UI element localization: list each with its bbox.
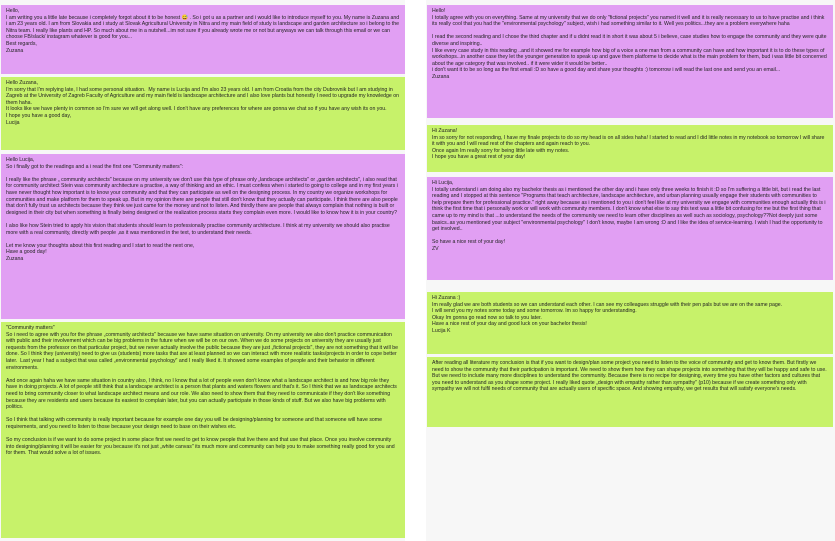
note-zuzana-intro: Hello, I am writing you a little late because i completely forgot about it to be honest 😅 . So i got u as a partner and i would like to introduce myself to you. My name is Zuzana and i am 23 years old. I am from Slovakia and i study at Slovak Agricultural University in Nitra and my main field of study is landscape and garden architecture so i belong to the Nitra team. I really like plants and HP. So much about me in a nutshell...im not sure if you already wrote me or not but anyways we can talk through this email or we can choose FB/slack/ instagram whatever is good for you... Best regards, Zuzana: [1, 5, 405, 74]
note-lucija-intro: Hello Zuzana, I'm sorry that I'm replying late, I had some personal situation. My name is Lucija and I'm also 23 years old. I am from Croatia from the city Dubrovnik but I am studying in Zagreb at the University of Zagreb Faculty of Agriculture and my main field is landscape architecture and I also love plants but honestly I need to upgrade my knowledge on them haha. It looks like we have plenty in common so I'm sure we will get along well. I don't have any preferences for where are gonna we chat so if you have any wish its on you. I hope you have a good day, Lucija: [1, 77, 405, 150]
note-lucija-glad: Hi Zuzana :) Im really glad we are both students so we can understand each other. I can see my colleagues struggle with their pen pals but we are on the same page. I will send you my notes some today and some tomorrow. Im so happy for understanding. Okay Im gonna go read now so talk to you later. Have a nice rest of your day and good luck on your bachelor thesis! Lucija K: [427, 292, 833, 354]
note-zuzana-community-matters: Hello Lucija, So i finally got to the readings and a i read the first one "Community matters": I really like the phrase „ community architects" because on my university we don't use this type of phrase only „landscape architects" or „garden architects", i also read that for community architect Stein was community architecture a practise, a way of thinking and an ethic. I must confess when i started to going to college and in my first years i have never thought how important is to know your community and that they can participate as well on the designing process. In my country we organize workshops for communities and make platform for them to speak up. But in my opinion there are people that still don't know that they actually can participate. I think there are also people that don't fully trust us architects because they think we just came for the money and not to listen. And thirdly there are people that always complain that nothing is built or designed in their city but when something is finally being designed or the realization process starts they complain even more. I would like to know how it is in your country? I also like how Stein tried to apply his vision that students should learn to professionally practise community architecture. I think at my university we should also practise more with a real community, directly with people ,as it was mentioned in the text, to understand their needs. Let me know your thoughts about this first reading and I start to read the next one, Have a good day! Zuzana: [1, 154, 405, 319]
note-lucija-conclusion: After reading all literature my conclusion is that if you want to design/plan some project you need to listen to the voice of community and get to know them. But firstly we need to show the community that their participation is important. We need to show them how they can shape projects into something that they will be happy and safe to use. But we need to include many more disciplines to understand the community. Because there is no recipe for designing, every time you have other factors and cultures that you need to understand as you shape some project. I really liked quote „design with empathy rather than sympathy" (p10) because if we create something only with sympathy we will not fulfil needs of community that are actually users of specific space. And showing empathy, we get results that will satisfy everyone's needs.: [427, 357, 833, 427]
note-zuzana-last-reading: Hi Lucija, I totally understand i am doing also my bachelor thesis as i mentioned the other day and i have only three weeks to finish it :D so I'm suffering a little bit, but i read the last reading and I stopped at this sentence "Programs that teach architecture, landscape architecture, and urban planning usually engage their students with communities to help prepare them for professional practice." right away because as i mentioned to you i don't feel like at my university we engage with communities enough actually this is i think the first time that i personally work or will work with community members. I don't know what else to say this text was a little bit confusing for me but the first thing that came up to my mind is that ...to understand the needs of the community we need to learn other disciplines as well such as sociology, psychology??Not deeply just some basics..as you mentioned your subject "environmental psychology" I don't know, maybe I am wrong :D and I like the idea of service-learning. I wish I had the opportunity to get involved.. So have a nice rest of your day! ZV: [427, 177, 833, 280]
note-lucija-sorry: Hi Zuzana! Im so sorry for not responding, I have my finale projects to do so my head is on all sides haha! I started to read and I did little notes in my notebook so tomorrow I will share it with you and I will read rest of the chapters and again reach to you. Once again Im really sorry for being little late with my notes. I hope you have a great rest of your day!: [427, 125, 833, 172]
note-zuzana-second-reading: Hello! I totally agree with you on everything. Same at my university that we do only "fictional projects" you named it well and it is really necessary to us to have practise and i think its really cool that you had the "environmental psychology" subject, wish i had something similar to it. Well yes politics...they are a problem everywhere haha I read the second reading and I chose the third chapter and if u didnt read it in short it was about 5 i believe, case studies how to engage the community and they were quite diverse and inspiring.. I like every case study in this reading ..and it showed me for example how big of a voice a one man from a community can have and how important it is to do these types of workshops...in another case they let the younger generation to speak up and gave them platforme to decide what is the main problem for them, bud i was little bit concerned about the age category that was involved.. if it were wider it would be better.. i don't want it to be so long as the first email :D so have a good day and share your thoughts :) tomorrow i will read the last one and send you an email... Zuzana: [427, 5, 833, 118]
note-lucija-community-matters: "Community matters" So i need to agree with you for the phrase „community architects" because we have same situation on university. On my university we also don't practice communication with public and their involvement which can be big problems in the future when we will be on our own. When we do some projects on university they are usually just requests from the professor on that particular project, but we never actually involve the public because they are just „fictional projects", they are not something that it will be done. So I think they (university) need to give us (students) more tasks that are at least planned so we can interact with more realistic tasks/projects in order to cope better later. Last year I had a subject that was called „environmental psychology" and I really liked it. It showed some examples of people and their behavior in different environments. And once again haha we have same situation in country also, I think, no I know that a lot of people even don't know what a landscape architect is and how big role they have in doing projects. A lot of people still think that a landscape architect is a person that plants and waters flowers and that's it. So I think that we as landscape architects need to bring community closer to what landscape architect means and our role. We also need to show them that they need to communicate if they don't like something because they are residents and users because its easiest to complain later, but you can actually participate in those kinds of stuff. But we also have big problems with politics. So I think that talking with community is really important because for example one day you will be designing/planning for someone and that someone will have some requirements, and you need to listen to those because your design need to base on their wishes etc. So my conclusion is if we want to do some project in some place first we need to get to know people that live there and that use that place. Once you involve community into designing/planning it will be easier for you because it's not just „white canvas" its much more and community can help you to make something really good for you and for them. That would solve a lot of issues.: [1, 322, 405, 538]
